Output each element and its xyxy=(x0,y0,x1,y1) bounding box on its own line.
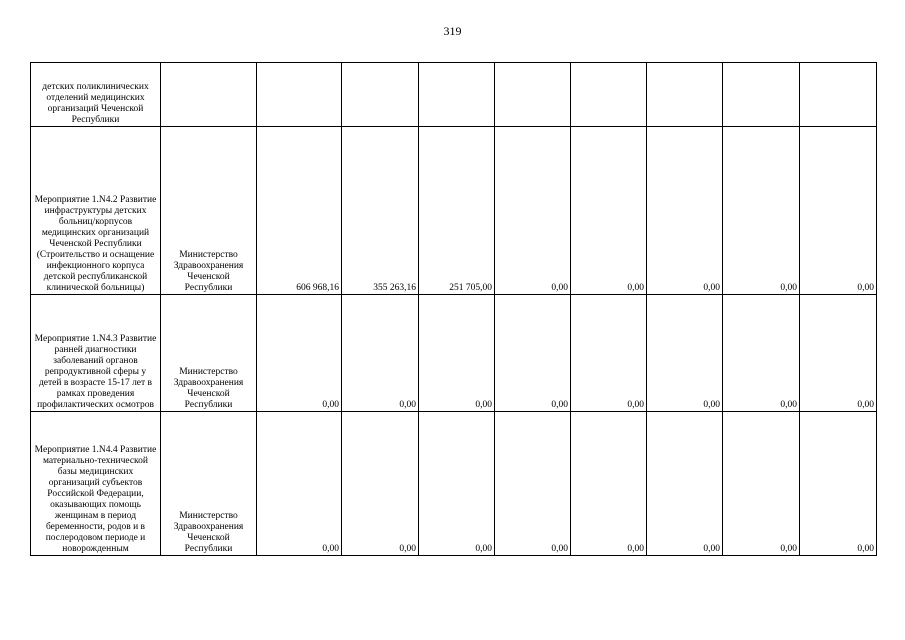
table-row xyxy=(31,63,877,127)
ministry-cell: Министерство Здравоохранения Чеченской Республики xyxy=(161,295,257,412)
ministry-cell xyxy=(161,63,257,127)
value-cell: 0,00 xyxy=(419,412,495,556)
value-cell: 0,00 xyxy=(495,295,571,412)
ministry-cell: Министерство Здравоохранения Чеченской Республики xyxy=(161,127,257,295)
value-cell: 0,00 xyxy=(723,412,800,556)
value-cell xyxy=(647,63,723,127)
value-cell: 0,00 xyxy=(495,127,571,295)
page-number: 319 xyxy=(443,24,462,38)
budget-table xyxy=(30,62,877,556)
value-cell xyxy=(800,63,877,127)
value-cell: 0,00 xyxy=(800,295,877,412)
value-cell xyxy=(419,63,495,127)
ministry-cell: Министерство Здравоохранения Чеченской Республики xyxy=(161,412,257,556)
value-cell xyxy=(723,63,800,127)
value-cell: 0,00 xyxy=(723,127,800,295)
value-cell xyxy=(571,63,647,127)
value-cell: 0,00 xyxy=(571,412,647,556)
value-cell: 606 968,16 xyxy=(257,127,342,295)
activity-name-cell: Мероприятие 1.N4.2 Развитие инфраструктуры детских больниц/корпусов медицинских организаций Чеченской Республики (Строительство и оснащение инфекционного корпуса детской республиканской клинической больницы) xyxy=(31,127,161,295)
value-cell: 0,00 xyxy=(800,127,877,295)
value-cell: 0,00 xyxy=(257,412,342,556)
value-cell: 0,00 xyxy=(342,412,419,556)
value-cell: 0,00 xyxy=(647,127,723,295)
value-cell: 0,00 xyxy=(723,295,800,412)
value-cell: 0,00 xyxy=(257,295,342,412)
value-cell: 0,00 xyxy=(571,127,647,295)
value-cell: 0,00 xyxy=(647,295,723,412)
value-cell xyxy=(495,63,571,127)
value-cell: 0,00 xyxy=(495,412,571,556)
table-row xyxy=(31,127,877,295)
value-cell xyxy=(257,63,342,127)
activity-name-cell: детских поликлинических отделений медицинских организаций Чеченской Республики xyxy=(31,63,161,127)
value-cell: 355 263,16 xyxy=(342,127,419,295)
value-cell: 0,00 xyxy=(800,412,877,556)
value-cell xyxy=(342,63,419,127)
table-row xyxy=(31,412,877,556)
table-row xyxy=(31,295,877,412)
value-cell: 251 705,00 xyxy=(419,127,495,295)
value-cell: 0,00 xyxy=(571,295,647,412)
value-cell: 0,00 xyxy=(647,412,723,556)
value-cell: 0,00 xyxy=(342,295,419,412)
value-cell: 0,00 xyxy=(419,295,495,412)
activity-name-cell: Мероприятие 1.N4.3 Развитие ранней диагностики заболеваний органов репродуктивной сферы у детей в возрасте 15-17 лет в рамках проведения профилактических осмотров xyxy=(31,295,161,412)
activity-name-cell: Мероприятие 1.N4.4 Развитие материально-технической базы медицинских организаций субъектов Российской Федерации, оказывающих помощь женщинам в период беременности, родов и в послеродовом периоде и новорожденным xyxy=(31,412,161,556)
